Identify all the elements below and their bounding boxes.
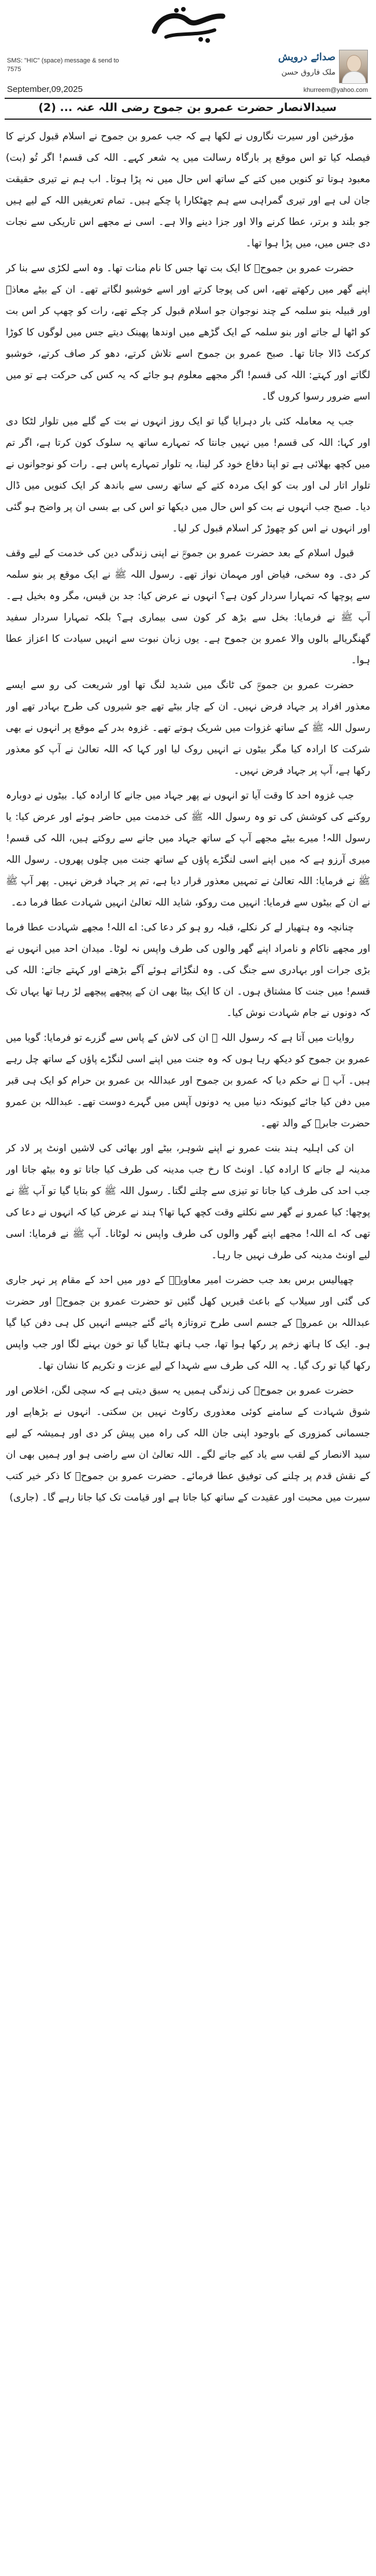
author-name: ملک فاروق حسن (281, 68, 336, 77)
paragraph: حضرت عمرو بن جموحؓ کی ٹانگ میں شدید لنگ تھا اور شریعت کی رو سے ایسے معذور افراد پر جہاد فرض نہیں۔ ان کے چار بیٹے تھے جو شیروں کی طرح بہادر تھے اور رسول اللہ ﷺ کے ساتھ غزوات میں شریک ہوتے تھے۔ غزوہ بدر کے موقع پر انہوں نے بھی شرکت کا ارادہ کیا مگر بیٹوں نے انہیں روک لیا اور کہا کہ اللہ تعالیٰ نے آپ کو معذور رکھا ہے، آپ پر جہاد فرض نہیں۔ (6, 679, 370, 777)
paragraph: مؤرخین اور سیرت نگاروں نے لکھا ہے کہ جب عمرو بن جموح نے اسلام قبول کرنے کا فیصلہ کیا تو اس موقع پر بارگاہ رسالت میں یہ شعر کہے۔ اللہ کی قسم! اگر تُو (بت) معبود ہوتا تو کنویں میں کتے کے ساتھ اس حال میں نہ پڑا ہوتا۔ اب ہم نے تیری حقیقت جان لی ہے اور تیری گمراہی سے ہم چھٹکارا پا چکے ہیں۔ تمام تعریفیں اللہ کے لیے ہیں جو بلند و برتر، عطا کرنے والا اور جزا دینے والا ہے۔ اسی نے مجھے اس تاریکی سے نجات دی جس میں، میں پڑا ہوا تھا۔ (6, 131, 370, 249)
author-email: khurreem@yahoo.com (303, 87, 368, 94)
paragraph: قبول اسلام کے بعد حضرت عمرو بن جموحؓ نے اپنی زندگی دین کی خدمت کے لیے وقف کر دی۔ وہ سخی، فیاض اور مہمان نواز تھے۔ رسول اللہ ﷺ نے ایک موقع پر بنو سلمہ سے پوچھا کہ تمہارا سردار کون ہے؟ انہوں نے عرض کیا: جد بن قیس، مگر وہ بخیل ہے۔ آپ ﷺ نے فرمایا: بخل سے بڑھ کر کون سی بیماری ہے؟ بلکہ تمہارا سردار سفید گھنگریالے بالوں والا عمرو بن جموح ہے۔ یوں زبان نبوت سے انہیں سیادت کا اعزاز عطا ہوا۔ (6, 548, 370, 666)
author-block (235, 50, 368, 83)
paragraph: جب غزوہ احد کا وقت آیا تو انہوں نے پھر جہاد میں جانے کا ارادہ کیا۔ بیٹوں نے دوبارہ روکنے کی کوشش کی تو وہ رسول اللہ ﷺ کی خدمت میں حاضر ہوئے اور عرض کیا: یا رسول اللہ! میرے بیٹے مجھے آپ کے ساتھ جہاد میں جانے سے روکتے ہیں، اللہ کی قسم! میری آرزو ہے کہ میں اپنے اسی لنگڑے پاؤں کے ساتھ جنت میں چلوں پھروں۔ رسول اللہ ﷺ نے فرمایا: اللہ تعالیٰ نے تمہیں معذور قرار دیا ہے، تم پر جہاد فرض نہیں۔ پھر آپ ﷺ نے ان کے بیٹوں سے فرمایا: انہیں مت روکو، شاید اللہ تعالیٰ انہیں شہادت عطا فرما دے۔ (6, 790, 370, 908)
paragraph: چھیالیس برس بعد جب حضرت امیر معاویہؓ کے دور میں احد کے مقام پر نہر جاری کی گئی اور سیلاب کے باعث قبریں کھل گئیں تو حضرت عمرو بن جموحؓ اور حضرت عبداللہ بن عمروؓ کے جسم اسی طرح تروتازہ پائے گئے جیسے انہیں کل ہی دفن کیا گیا ہو۔ ایک کا ہاتھ زخم پر رکھا ہوا تھا، جب ہاتھ ہٹایا گیا تو خون بہنے لگا اور جب واپس رکھا گیا تو رک گیا۔ یہ اللہ کی طرف سے شہدا کے لیے عزت و تکریم کا نشان تھا۔ (6, 1274, 370, 1372)
sms-info: SMS: "HIC" (space) message & send to 7575 (7, 57, 119, 73)
masthead (5, 2, 371, 94)
column-name: صدائے درویش (278, 51, 336, 63)
newspaper-column (5, 2, 371, 2573)
headline-bar (5, 98, 371, 120)
paragraph: ان کی اہلیہ ہند بنت عمرو نے اپنے شوہر، بیٹے اور بھائی کی لاشیں اونٹ پر لاد کر مدینہ لے جانے کا ارادہ کیا۔ اونٹ کا رخ جب مدینہ کی طرف کیا جاتا تو وہ بیٹھ جاتا اور جب احد کی طرف کیا جاتا تو تیزی سے چلنے لگتا۔ رسول اللہ ﷺ کو بتایا گیا تو آپ ﷺ نے پوچھا: کیا عمرو نے گھر سے نکلتے وقت کچھ کہا تھا؟ ہند نے عرض کیا کہ انہوں نے دعا کی تھی کہ اے اللہ! مجھے اپنے گھر والوں کی طرف واپس نہ لوٹانا۔ آپ ﷺ نے فرمایا: اسی لیے اونٹ مدینہ کی طرف نہیں جا رہا۔ (6, 1143, 370, 1261)
newspaper-logo (143, 3, 234, 44)
author-shoulders (342, 71, 366, 84)
article-headline: سیدالانصار حضرت عمرو بن جموح رضی اللہ عنہ ... (2) (38, 101, 337, 114)
paragraph: جب یہ معاملہ کئی بار دہرایا گیا تو ایک روز انہوں نے بت کے گلے میں تلوار لٹکا دی اور کہا: اللہ کی قسم! میں نہیں جانتا کہ تمہارے ساتھ یہ سلوک کون کرتا ہے، اگر تم میں کچھ بھلائی ہے تو اپنا دفاع خود کر لینا، یہ تلوار تمہارے پاس ہے۔ رات کو نوجوانوں نے تلوار اتار لی اور بت کو ایک مردہ کتے کے ساتھ رسی سے باندھ کر ایک کنویں میں ڈال دیا۔ صبح جب انہوں نے بت کو اس حال میں دیکھا تو اس کی بے بسی ان پر واضح ہو گئی اور انہوں نے اس کو چھوڑ کر اسلام قبول کر لیا۔ (6, 416, 370, 534)
author-photo (339, 50, 368, 83)
author-face (346, 55, 362, 72)
article-body (6, 126, 370, 2569)
paragraph: چنانچہ وہ ہتھیار لے کر نکلے، قبلہ رو ہو کر دعا کی: اے اللہ! مجھے شہادت عطا فرما اور مجھے ناکام و نامراد اپنے گھر والوں کی طرف واپس نہ لوٹا۔ میدان احد میں انہوں نے بڑی جرات اور بہادری سے جنگ کی۔ وہ لنگڑاتے ہوئے آگے بڑھتے اور کہتے جاتے: اللہ کی قسم! میں جنت کا مشتاق ہوں۔ ان کا ایک بیٹا بھی ان کے پیچھے پیچھے لڑ رہا تھا یہاں تک کہ دونوں نے جام شہادت نوش کیا۔ (6, 922, 370, 1019)
paragraph: حضرت عمرو بن جموحؓ کا ایک بت تھا جس کا نام منات تھا۔ وہ اسے لکڑی سے بنا کر اپنے گھر میں رکھتے تھے، اس کی پوجا کرتے اور اسے خوشبو لگاتے تھے۔ ان کے بیٹے معاذؓ اور قبیلہ بنو سلمہ کے چند نوجوان جو اسلام قبول کر چکے تھے، رات کو چھپ کر اس بت کو اٹھا لے جاتے اور بنو سلمہ کے ایک گڑھے میں اوندھا پھینک دیتے جس میں لوگوں کا کوڑا کرکٹ ڈالا جاتا تھا۔ صبح عمرو بن جموح اسے تلاش کرتے، دھو کر صاف کرتے، خوشبو لگاتے اور کہتے: اللہ کی قسم! اگر مجھے معلوم ہو جائے کہ یہ کس کی حرکت ہے تو میں اسے ضرور رسوا کروں گا۔ (6, 263, 370, 402)
publish-date: September,09,2025 (7, 84, 83, 94)
paragraph: روایات میں آتا ہے کہ رسول اللہ ﷺ ان کی لاش کے پاس سے گزرے تو فرمایا: گویا میں عمرو بن جموح کو دیکھ رہا ہوں کہ وہ جنت میں اپنے اسی لنگڑے پاؤں کے ساتھ چل رہے ہیں۔ آپ ﷺ نے حکم دیا کہ عمرو بن جموح اور عبداللہ بن عمرو بن حرام کو ایک ہی قبر میں دفن کیا جائے کیونکہ دنیا میں یہ دونوں آپس میں گہرے دوست تھے۔ عبداللہ بن عمرو حضرت جابرؓ کے والد تھے۔ (6, 1032, 370, 1129)
closing-paragraph: حضرت عمرو بن جموحؓ کی زندگی ہمیں یہ سبق دیتی ہے کہ سچی لگن، اخلاص اور شوق شہادت کے سامنے کوئی معذوری رکاوٹ نہیں بن سکتی۔ انہوں نے بڑھاپے اور جسمانی کمزوری کے باوجود اپنی جان اللہ کی راہ میں پیش کر دی اور ہمیشہ کے لیے سید الانصار کے لقب سے یاد کیے جانے لگے۔ اللہ تعالیٰ ان سے راضی ہو اور ہمیں بھی ان کے نقش قدم پر چلنے کی توفیق عطا فرمائے۔ حضرت عمرو بن جموحؓ کا ذکر خیر کتب سیرت میں محبت اور عقیدت کے ساتھ کیا جاتا ہے اور قیامت تک کیا جاتا رہے گا۔ (جاری) (6, 1385, 370, 1503)
